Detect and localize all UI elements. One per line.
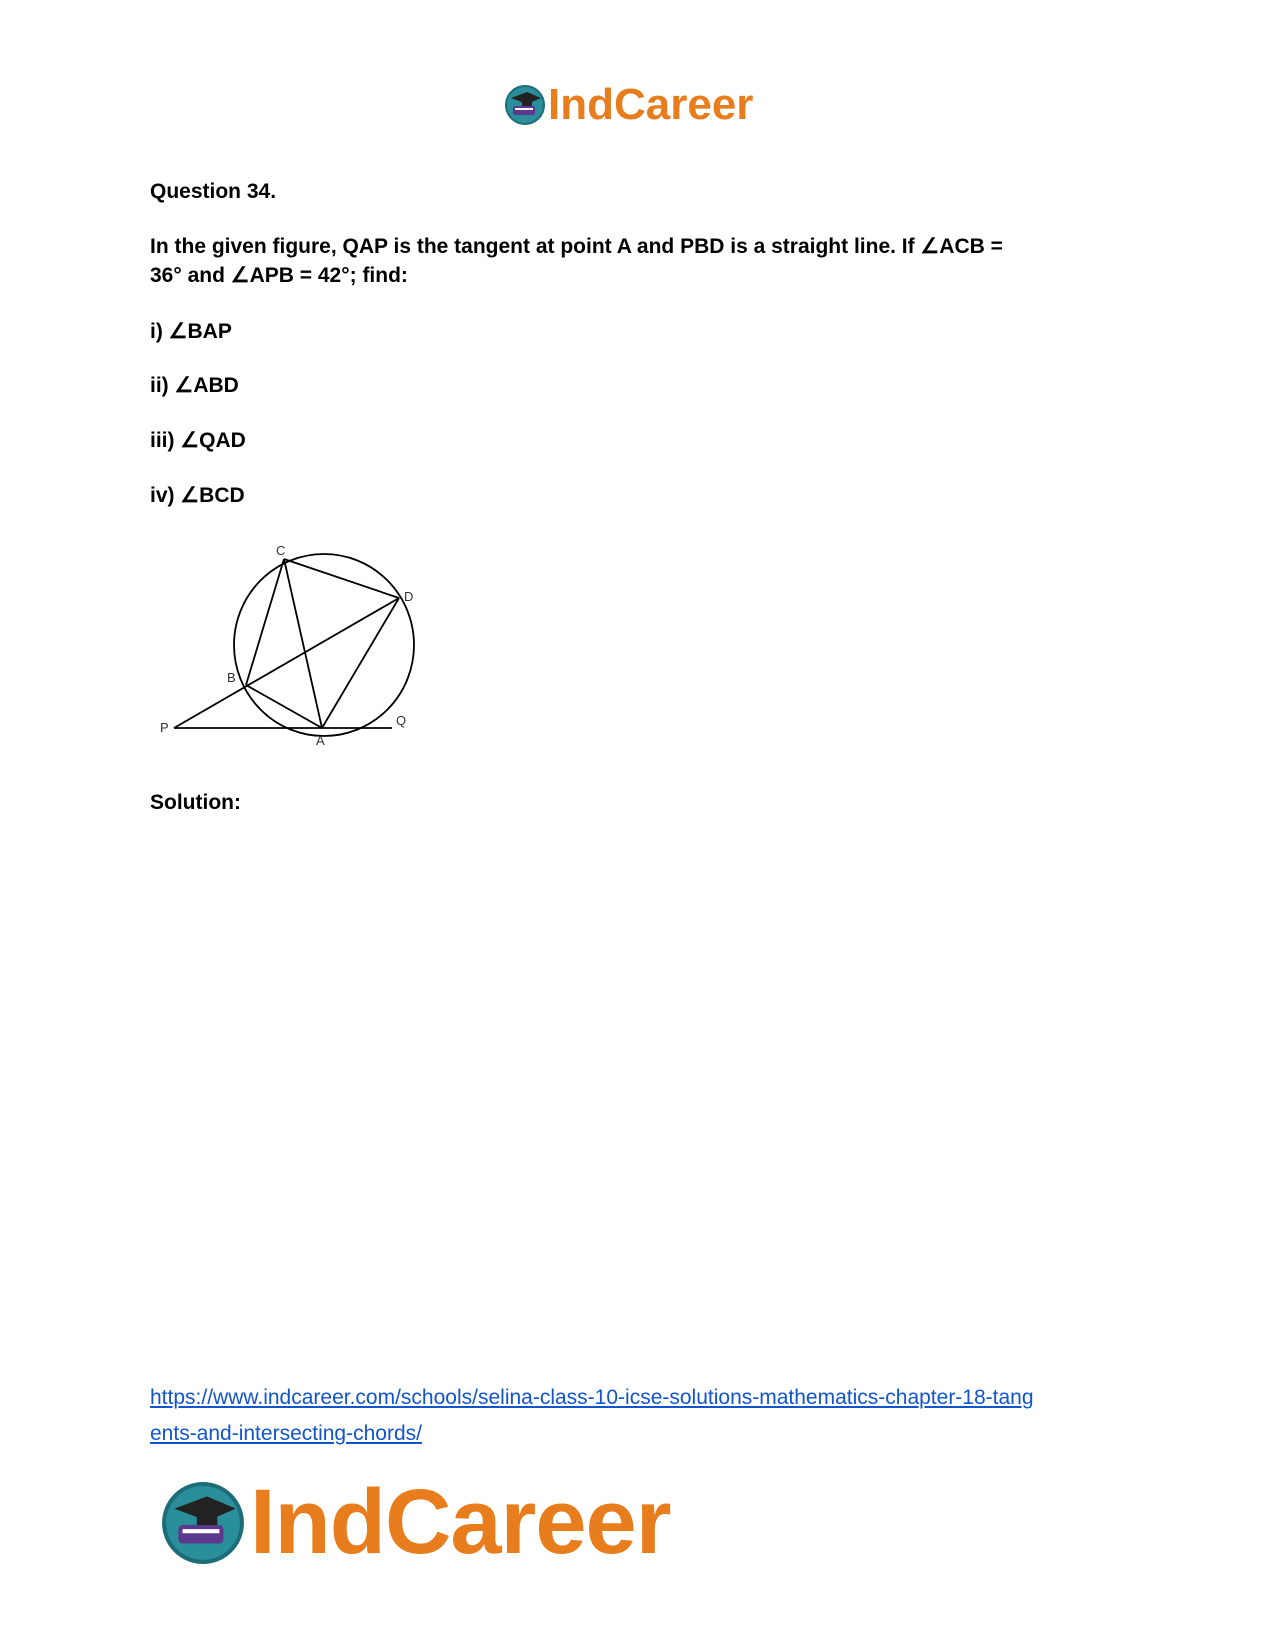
- question-title: Question 34.: [150, 180, 277, 203]
- question-text-line-2: 36° and ∠APB = 42°; find:: [150, 264, 408, 287]
- question-text-line-1: In the given figure, QAP is the tangent at point A and PBD is a straight line. If ∠ACB =: [150, 235, 1003, 258]
- graduation-globe-icon: [160, 1480, 246, 1566]
- circle-tangent-figure: [152, 545, 432, 755]
- header-logo: [504, 80, 753, 130]
- question-part-1: i) ∠BAP: [150, 320, 232, 343]
- logo-text: IndCareer: [548, 80, 754, 129]
- question-part-4: iv) ∠BCD: [150, 484, 245, 507]
- label-a: A: [316, 733, 325, 748]
- source-link-line-1[interactable]: https://www.indcareer.com/schools/selina-class-10-icse-solutions-mathematics-chapter-18-tang: [150, 1386, 1034, 1409]
- label-d: D: [404, 589, 414, 604]
- label-c: C: [276, 545, 286, 558]
- label-p: P: [160, 720, 169, 735]
- label-q: Q: [396, 713, 407, 728]
- source-link-line-2[interactable]: ents-and-intersecting-chords/: [150, 1422, 422, 1445]
- logo-text: IndCareer: [250, 1471, 671, 1573]
- solution-label: Solution:: [150, 791, 241, 814]
- question-part-2: ii) ∠ABD: [150, 374, 239, 397]
- circle: [234, 554, 414, 736]
- graduation-globe-icon: [504, 84, 546, 126]
- footer-logo: [160, 1470, 671, 1575]
- question-part-3: iii) ∠QAD: [150, 429, 246, 452]
- label-b: B: [227, 670, 236, 685]
- chord-cb: [246, 559, 284, 685]
- chord-cd: [284, 559, 399, 598]
- source-link[interactable]: [150, 1380, 1130, 1452]
- chord-ca: [284, 559, 322, 728]
